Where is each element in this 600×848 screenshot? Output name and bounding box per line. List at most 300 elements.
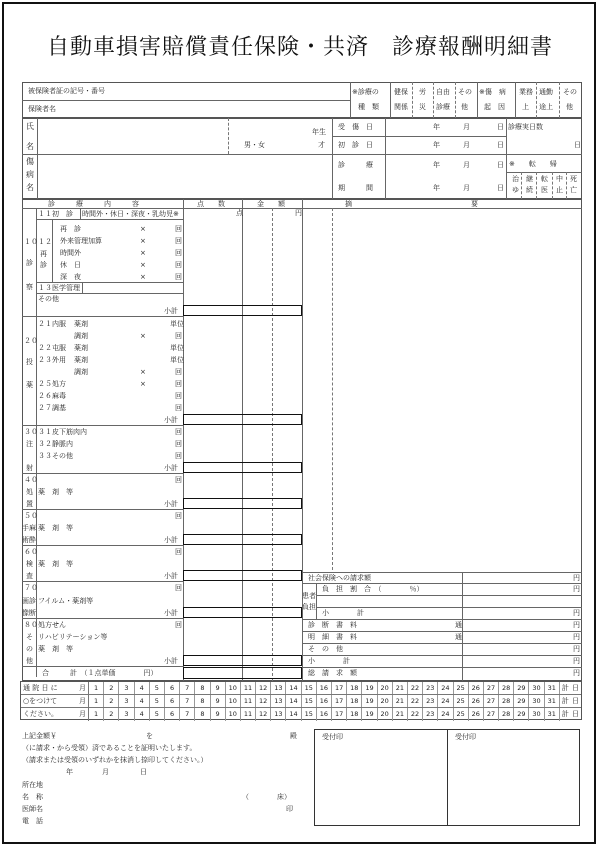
calendar-day-24[interactable]: 24 [438, 682, 453, 694]
first-visit-day[interactable]: 日 [497, 141, 504, 149]
calendar-day-22[interactable]: 22 [408, 708, 423, 721]
calendar-day-14[interactable]: 14 [286, 695, 301, 707]
revisit-item: 深 夜 [60, 273, 81, 281]
stamp-label: 受付印 [322, 733, 343, 741]
calendar-day-5[interactable]: 5 [150, 682, 165, 694]
sec10-subtotal-label: 小計 [164, 307, 178, 315]
revisit-item: 外来管理加算 [60, 237, 102, 245]
calendar-day-4[interactable]: 4 [135, 695, 150, 707]
calendar-day-6[interactable]: 6 [165, 708, 180, 721]
times-x: × [140, 261, 146, 269]
sec30-label-1: 注 [26, 440, 33, 448]
cert-name: 名 称 [22, 793, 43, 801]
sec20-label-1: 投 [26, 358, 33, 366]
sec60-subtotal-box[interactable] [183, 570, 302, 581]
calendar-day-3[interactable]: 3 [119, 682, 134, 694]
calendar-row-2 [21, 695, 581, 708]
calendar-day-3[interactable]: 3 [119, 695, 134, 707]
cause-label-2: 起 因 [484, 103, 505, 111]
treatment-type-label: ※診療の [352, 88, 379, 96]
calendar-day-4[interactable]: 4 [135, 708, 150, 721]
med-unit: 回 [175, 380, 182, 388]
times-x: × [140, 249, 146, 257]
calendar-day-8[interactable]: 8 [195, 682, 210, 694]
type-option-rousai-2: 災 [419, 103, 426, 111]
calendar-day-28[interactable]: 28 [499, 708, 514, 721]
sec80-label-2: の [26, 645, 33, 653]
header-content: 診 療 内 容 [48, 200, 139, 208]
calendar-total: 計 日 [561, 684, 579, 692]
sec40-drug: 薬 剤 等 [38, 488, 73, 496]
med-unit: 単位 [170, 356, 184, 364]
med-item: ２５処方 [38, 380, 66, 388]
sex-selector[interactable]: 男・女 [244, 141, 265, 149]
times-x: × [140, 237, 146, 245]
calendar-day-30[interactable]: 30 [529, 695, 544, 707]
treatment-type-label-2: 種 類 [358, 103, 379, 111]
period-start-year[interactable]: 年 [433, 161, 440, 169]
calendar-day-29[interactable]: 29 [514, 708, 529, 721]
sec70-subtotal-label: 小計 [164, 609, 178, 617]
period-end-month[interactable]: 月 [463, 184, 470, 192]
visit-calendar [20, 681, 582, 720]
outcome-cured[interactable]: 治 [512, 175, 519, 183]
calendar-day-2[interactable]: 2 [104, 682, 119, 694]
sec70-code: ７０ [24, 584, 38, 592]
outcome-died[interactable]: 死 [570, 175, 577, 183]
sec80-code: ８０ [24, 621, 38, 629]
cert-phone: 電 話 [22, 817, 43, 825]
calendar-row-label: 通 院 日 に [23, 684, 58, 692]
cert-instruction: （請求または受領のいずれかを抹消し捺印してください。） [22, 756, 208, 764]
calendar-day-26[interactable]: 26 [469, 682, 484, 694]
cause-option-commute-2: 途上 [539, 103, 553, 111]
calendar-day-8[interactable]: 8 [195, 708, 210, 721]
burden-subtotal: 小 計 [322, 609, 364, 617]
times-unit: 回 [175, 237, 182, 245]
calendar-day-26[interactable]: 26 [469, 708, 484, 721]
treatment-period-label-2: 期 間 [338, 184, 373, 192]
revisit-item: 休 日 [60, 261, 81, 269]
type-option-kenpo[interactable]: 健保 [394, 88, 408, 96]
calendar-day-17[interactable]: 17 [332, 695, 347, 707]
billing-subtotal: 小 計 [308, 657, 350, 665]
injury-day[interactable]: 日 [497, 123, 504, 131]
type-option-other[interactable]: その [458, 88, 472, 96]
type-option-jiyu-2: 診療 [436, 103, 450, 111]
sec30-code: ３０ [24, 428, 38, 436]
billing-other: そ の 他 [308, 645, 343, 653]
cause-option-other-2: 他 [566, 103, 573, 111]
statement-fee: 明 細 書 料 [308, 633, 357, 641]
times-unit: 回 [175, 273, 182, 281]
med-item: ２１内服 [38, 320, 66, 328]
cause-option-work-2: 上 [522, 103, 529, 111]
sec10-other: その他 [38, 295, 59, 303]
calendar-day-28[interactable]: 28 [499, 682, 514, 694]
revisit-item: 再 診 [60, 225, 81, 233]
sec40-code: ４０ [24, 476, 38, 484]
cert-statement: （に請求・から受領）済であることを証明いたします。 [22, 744, 197, 752]
period-end-year[interactable]: 年 [433, 184, 440, 192]
cert-day[interactable]: 日 [140, 768, 147, 776]
calendar-day-13[interactable]: 13 [271, 708, 286, 721]
calendar-day-16[interactable]: 16 [317, 708, 332, 721]
period-start-month[interactable]: 月 [463, 161, 470, 169]
injury-date-label: 受 傷 日 [338, 123, 373, 131]
outcome-stopped[interactable]: 中 [556, 175, 563, 183]
cert-wo: を [146, 732, 153, 740]
cert-seal: 印 [286, 805, 293, 813]
sec70-label-2: 像断 [22, 609, 36, 617]
calendar-day-10[interactable]: 10 [226, 695, 241, 707]
outcome-transfer[interactable]: 転 [541, 175, 548, 183]
sec40-subtotal-box[interactable] [183, 498, 302, 509]
injection-item: ３２静脈内 [38, 440, 73, 448]
tsu-unit: 通 [455, 633, 462, 641]
name-label-2: 名 [26, 142, 34, 151]
calendar-day-13[interactable]: 13 [271, 682, 286, 694]
calendar-day-5[interactable]: 5 [150, 708, 165, 721]
calendar-day-27[interactable]: 27 [484, 695, 499, 707]
outcome-label: ※ 転 帰 [509, 160, 557, 168]
type-option-jiyu[interactable]: 自由 [436, 88, 450, 96]
times-unit: 回 [175, 452, 182, 460]
yen: 円 [573, 669, 580, 677]
cause-option-work[interactable]: 業務 [519, 88, 533, 96]
calendar-day-18[interactable]: 18 [347, 708, 362, 721]
sec80-subtotal-label: 小計 [164, 657, 178, 665]
med-item: ２３外用 [38, 356, 66, 364]
sec50-drug: 薬 剤 等 [38, 524, 73, 532]
cert-month[interactable]: 月 [102, 768, 109, 776]
medical-mgmt: １３医学管理 [38, 284, 80, 292]
times-unit: 回 [175, 584, 182, 592]
sec30-subtotal-label: 小計 [164, 464, 178, 472]
sec40-label-2: 置 [26, 500, 33, 508]
outcome-died-2: 亡 [570, 186, 577, 194]
calendar-day-21[interactable]: 21 [393, 695, 408, 707]
calendar-day-21[interactable]: 21 [393, 708, 408, 721]
calendar-day-14[interactable]: 14 [286, 682, 301, 694]
calendar-day-12[interactable]: 12 [256, 682, 271, 694]
unit-point: 点 [236, 209, 243, 217]
calendar-day-13[interactable]: 13 [271, 695, 286, 707]
yen: 円 [573, 585, 580, 593]
name-label: 氏 [26, 122, 34, 131]
yen: 円 [573, 645, 580, 653]
times-x: × [140, 273, 146, 281]
calendar-day-27[interactable]: 27 [484, 708, 499, 721]
calendar-day-7[interactable]: 7 [180, 682, 195, 694]
calendar-day-22[interactable]: 22 [408, 682, 423, 694]
insurer-label: 保険者名 [28, 105, 56, 113]
disease-label-2: 病 [26, 170, 34, 179]
calendar-day-17[interactable]: 17 [332, 708, 347, 721]
sec10-subtotal-box[interactable] [183, 305, 302, 316]
calendar-day-23[interactable]: 23 [423, 708, 438, 721]
sec10-code: １０ [24, 238, 38, 246]
yen: 円 [573, 574, 580, 582]
calendar-day-10[interactable]: 10 [226, 708, 241, 721]
calendar-day-31[interactable]: 31 [545, 682, 560, 694]
calendar-day-26[interactable]: 26 [469, 695, 484, 707]
injury-month[interactable]: 月 [463, 123, 470, 131]
header-summary: 摘 要 [345, 200, 478, 208]
injury-year[interactable]: 年 [433, 123, 440, 131]
sec50-subtotal-label: 小計 [164, 536, 178, 544]
cert-dono: 殿 [290, 732, 297, 740]
calendar-day-6[interactable]: 6 [165, 695, 180, 707]
med-item: ２６麻毒 [38, 392, 66, 400]
calendar-day-15[interactable]: 15 [302, 695, 317, 707]
calendar-day-22[interactable]: 22 [408, 695, 423, 707]
other-item: 処方せん [38, 621, 66, 629]
calendar-day-25[interactable]: 25 [454, 708, 469, 721]
calendar-day-21[interactable]: 21 [393, 682, 408, 694]
header-points: 点 数 [197, 200, 225, 208]
times-unit: 回 [175, 548, 182, 556]
times-x: × [140, 380, 146, 388]
calendar-day-14[interactable]: 14 [286, 708, 301, 721]
calendar-month[interactable]: 月 [69, 682, 89, 694]
calendar-day-30[interactable]: 30 [529, 708, 544, 721]
calendar-day-20[interactable]: 20 [378, 682, 393, 694]
med-unit: 回 [175, 404, 182, 412]
sec50-code: ５０ [24, 512, 38, 520]
calendar-day-12[interactable]: 12 [256, 695, 271, 707]
stamp-label: 受付印 [455, 733, 476, 741]
other-item: 薬 剤 等 [38, 645, 73, 653]
med-unit: 回 [175, 368, 182, 376]
cause-option-commute[interactable]: 通勤 [539, 88, 553, 96]
cert-beds: （ 床） [242, 793, 291, 801]
sec70-drug: フイルム・薬剤等 [38, 597, 94, 605]
med-unit: 回 [175, 332, 182, 340]
calendar-day-24[interactable]: 24 [438, 708, 453, 721]
sec70-subtotal-box[interactable] [183, 607, 302, 618]
med-sub: 薬剤 [74, 344, 88, 352]
sec60-label-2: 査 [26, 572, 33, 580]
calendar-days [89, 695, 560, 707]
calendar-day-30[interactable]: 30 [529, 682, 544, 694]
calendar-total: 計 日 [561, 710, 579, 718]
med-unit: 単位 [170, 344, 184, 352]
calendar-day-25[interactable]: 25 [454, 682, 469, 694]
sec40-label-1: 処 [26, 488, 33, 496]
first-visit-month[interactable]: 月 [463, 141, 470, 149]
calendar-day-20[interactable]: 20 [378, 695, 393, 707]
yen: 円 [573, 609, 580, 617]
calendar-day-15[interactable]: 15 [302, 682, 317, 694]
revisit-label-2: 診 [40, 261, 47, 269]
diagnosis-fee: 診 断 書 料 [308, 621, 357, 629]
calendar-row-label: ください。 [23, 710, 58, 718]
calendar-day-28[interactable]: 28 [499, 695, 514, 707]
calendar-day-31[interactable]: 31 [545, 708, 560, 721]
type-option-kenpo-2: 関係 [394, 103, 408, 111]
times-unit: 回 [175, 440, 182, 448]
sec70-label-1: 画診 [22, 597, 36, 605]
calendar-day-2[interactable]: 2 [104, 695, 119, 707]
tsu-unit: 通 [455, 621, 462, 629]
cert-amount-label: 上記金額￥ [22, 732, 57, 740]
reception-stamp-box-2[interactable] [447, 729, 580, 826]
sec60-label-1: 検 [26, 560, 33, 568]
calendar-month[interactable]: 月 [69, 695, 89, 707]
total-claim: 総 請 求 額 [308, 669, 357, 677]
period-end-day[interactable]: 日 [497, 184, 504, 192]
sec60-subtotal-label: 小計 [164, 572, 178, 580]
sec30-label-2: 射 [26, 464, 33, 472]
cert-doctor: 医師名 [22, 805, 43, 813]
actual-days-unit: 日 [574, 141, 581, 149]
calendar-day-31[interactable]: 31 [545, 695, 560, 707]
calendar-day-19[interactable]: 19 [362, 695, 377, 707]
calendar-day-1[interactable]: 1 [89, 695, 104, 707]
outcome-cured-2: ゆ [512, 186, 519, 194]
calendar-day-5[interactable]: 5 [150, 695, 165, 707]
calendar-day-2[interactable]: 2 [104, 708, 119, 721]
type-option-rousai[interactable]: 労 [419, 88, 426, 96]
revisit-item: 時間外 [60, 249, 81, 257]
calendar-day-16[interactable]: 16 [317, 682, 332, 694]
first-visit-options[interactable]: 時間外・休日・深夜・乳幼児※ [82, 210, 179, 218]
cert-address: 所在地 [22, 781, 43, 789]
sec60-code: ６０ [24, 548, 38, 556]
outcome-transfer-2: 医 [541, 186, 548, 194]
reception-stamp-box-1[interactable] [314, 729, 448, 826]
sec10-label-2: 察 [26, 283, 33, 291]
calendar-day-18[interactable]: 18 [347, 682, 362, 694]
calendar-day-17[interactable]: 17 [332, 682, 347, 694]
calendar-day-6[interactable]: 6 [165, 682, 180, 694]
calendar-day-1[interactable]: 1 [89, 682, 104, 694]
times-x: × [140, 225, 146, 233]
injection-item: ３１皮下筋肉内 [38, 428, 87, 436]
calendar-day-11[interactable]: 11 [241, 708, 256, 721]
calendar-day-16[interactable]: 16 [317, 695, 332, 707]
calendar-day-19[interactable]: 19 [362, 682, 377, 694]
calendar-day-8[interactable]: 8 [195, 695, 210, 707]
yen: 円 [573, 621, 580, 629]
calendar-day-29[interactable]: 29 [514, 682, 529, 694]
injection-item: ３３その他 [38, 452, 73, 460]
times-unit: 回 [175, 261, 182, 269]
sec20-subtotal-box[interactable] [183, 414, 302, 425]
times-x: × [140, 332, 146, 340]
calendar-day-18[interactable]: 18 [347, 695, 362, 707]
calendar-day-23[interactable]: 23 [423, 682, 438, 694]
yen: 円 [573, 657, 580, 665]
med-unit: 回 [175, 392, 182, 400]
unit-yen: 円 [295, 209, 302, 217]
calendar-day-29[interactable]: 29 [514, 695, 529, 707]
calendar-day-1[interactable]: 1 [89, 708, 104, 721]
sec20-code: ２０ [24, 337, 38, 345]
patient-burden-label: 患者 [302, 592, 316, 600]
times-unit: 回 [175, 428, 182, 436]
first-visit-label: 初 診 日 [338, 141, 373, 149]
med-item: ２７調基 [38, 404, 66, 412]
calendar-day-3[interactable]: 3 [119, 708, 134, 721]
calendar-day-20[interactable]: 20 [378, 708, 393, 721]
calendar-days [89, 682, 560, 694]
sec80-label-1: そ [26, 633, 33, 641]
med-sub: 薬剤 [74, 356, 88, 364]
cause-option-other[interactable]: その [563, 88, 577, 96]
grand-total-label: 合 計 （１点単価 円） [42, 669, 158, 677]
sec50-label-2: 術酔 [22, 536, 36, 544]
times-unit: 回 [175, 249, 182, 257]
calendar-month[interactable]: 月 [69, 708, 89, 721]
calendar-day-19[interactable]: 19 [362, 708, 377, 721]
calendar-day-9[interactable]: 9 [211, 708, 226, 721]
med-sub: 調剤 [74, 368, 88, 376]
med-item: ２２屯服 [38, 344, 66, 352]
times-x: × [140, 368, 146, 376]
disease-label-3: 名 [26, 183, 34, 192]
first-visit-year[interactable]: 年 [433, 141, 440, 149]
sec30-subtotal-box[interactable] [183, 462, 302, 473]
age-label: 才 [318, 141, 325, 149]
calendar-day-11[interactable]: 11 [241, 695, 256, 707]
calendar-day-7[interactable]: 7 [180, 695, 195, 707]
insured-card-label: 被保険者証の記号・番号 [28, 87, 105, 95]
cause-label: ※傷 病 [479, 88, 506, 96]
type-option-other-2: 他 [461, 103, 468, 111]
calendar-day-4[interactable]: 4 [135, 682, 150, 694]
calendar-day-27[interactable]: 27 [484, 682, 499, 694]
burden-rate[interactable]: 負 担 割 合 （ ％） [322, 585, 424, 593]
patient-burden-label-2: 負担 [302, 603, 316, 611]
disease-label-1: 傷 [26, 157, 34, 166]
first-visit-label-row: １１初 診 [38, 210, 73, 218]
times-unit: 回 [175, 621, 182, 629]
outcome-stopped-2: 止 [556, 186, 563, 194]
outcome-continuing[interactable]: 継 [526, 175, 533, 183]
calendar-day-11[interactable]: 11 [241, 682, 256, 694]
times-unit: 回 [175, 225, 182, 233]
calendar-day-9[interactable]: 9 [211, 695, 226, 707]
calendar-day-12[interactable]: 12 [256, 708, 271, 721]
revisit-code: １２ [38, 238, 52, 246]
sec40-subtotal-label: 小計 [164, 500, 178, 508]
grand-total-box[interactable] [183, 667, 302, 679]
med-sub: 調剤 [74, 332, 88, 340]
calendar-days [89, 708, 560, 721]
calendar-day-10[interactable]: 10 [226, 682, 241, 694]
calendar-day-24[interactable]: 24 [438, 695, 453, 707]
times-unit: 回 [175, 512, 182, 520]
sec50-subtotal-box[interactable] [183, 534, 302, 545]
cert-year[interactable]: 年 [66, 768, 73, 776]
sec80-subtotal-box[interactable] [183, 655, 302, 666]
calendar-day-9[interactable]: 9 [211, 682, 226, 694]
treatment-period-label: 診 療 [338, 161, 373, 169]
calendar-day-25[interactable]: 25 [454, 695, 469, 707]
outcome-continuing-2: 続 [526, 186, 533, 194]
calendar-row-3 [21, 708, 581, 721]
calendar-day-7[interactable]: 7 [180, 708, 195, 721]
calendar-row-label: ○をつけて [23, 697, 58, 705]
header-amount: 金 額 [257, 200, 285, 208]
med-sub: 薬剤 [74, 320, 88, 328]
sec20-label-2: 薬 [26, 381, 33, 389]
calendar-day-15[interactable]: 15 [302, 708, 317, 721]
period-start-day[interactable]: 日 [497, 161, 504, 169]
calendar-day-23[interactable]: 23 [423, 695, 438, 707]
